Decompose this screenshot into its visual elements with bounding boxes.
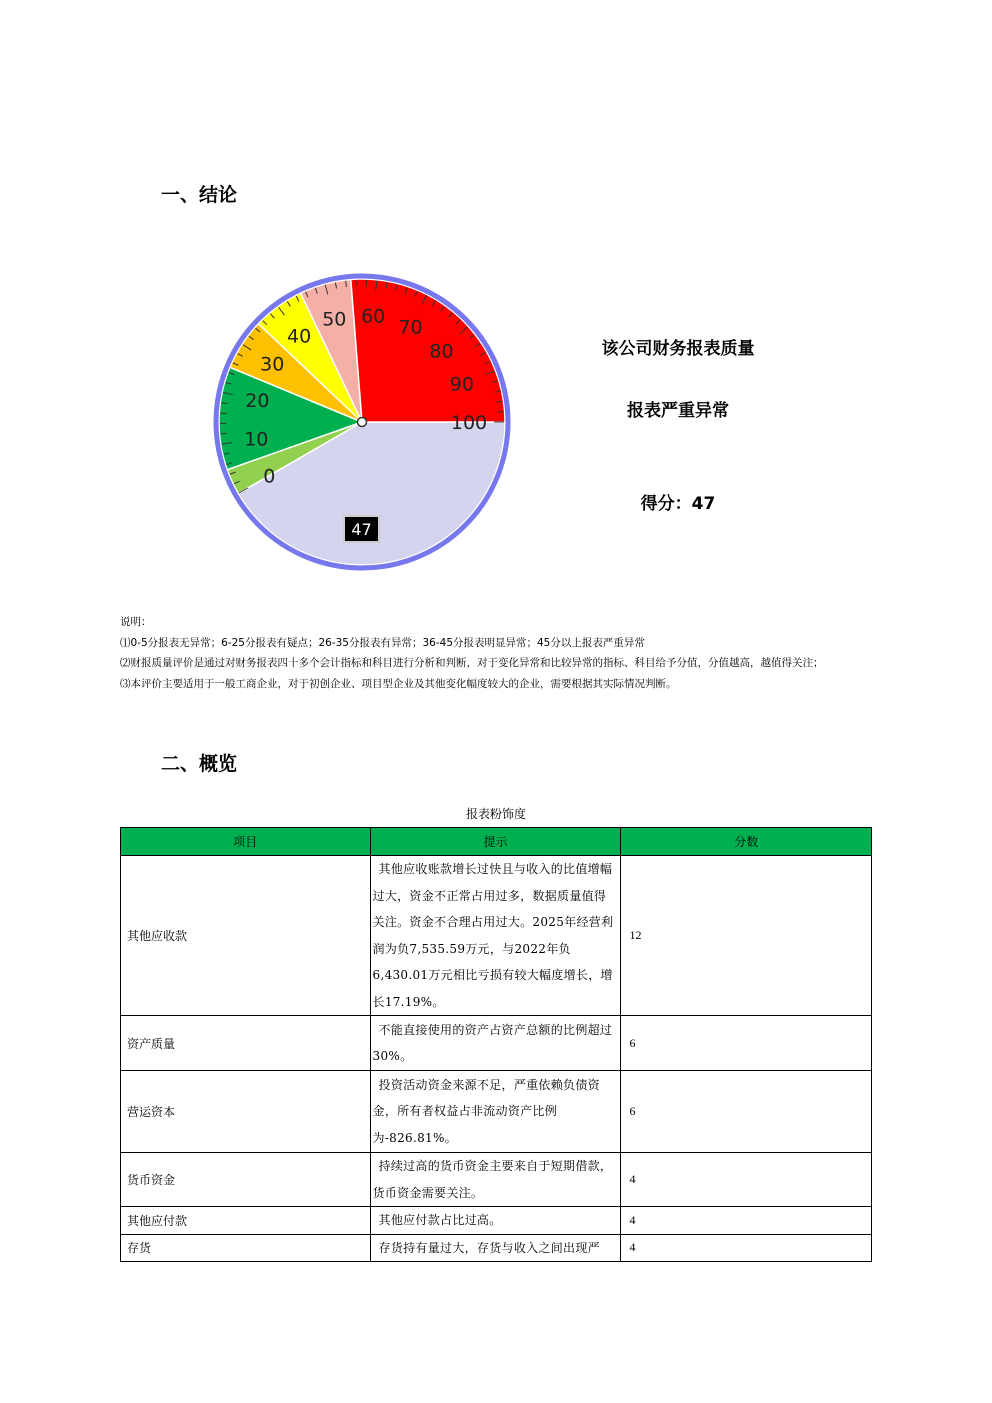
gauge-tick-label: 60 — [361, 305, 386, 328]
row-item: 货币资金 — [121, 1153, 371, 1207]
table-row — [121, 1071, 872, 1153]
table-row — [121, 1234, 872, 1262]
header-item: 项目 — [121, 828, 371, 856]
overview-table — [120, 827, 872, 1262]
row-item: 其他应付款 — [121, 1207, 371, 1235]
quality-verdict: 报表严重异常 — [627, 401, 729, 421]
row-score: 4 — [621, 1153, 872, 1207]
row-item: 营运资本 — [121, 1071, 371, 1153]
quality-score: 得分：47 — [640, 494, 716, 514]
row-item: 其他应收款 — [121, 856, 371, 1016]
gauge-value-label: 47 — [351, 520, 372, 539]
row-hint: 不能直接使用的资产占资产总额的比例超过30%。 — [370, 1016, 621, 1071]
row-hint: 其他应收账款增长过快且与收入的比值增幅过大，资金不正常占用过多，数据质量值得关注。资金不合理占用过大。2025年经营利润为负7,535.59万元，与2022年负6,430.01万元相比亏损有较大幅度增长，增长17.19%。 — [370, 856, 621, 1016]
note-item: ⑶本评价主要适用于一般工商企业，对于初创企业、项目型企业及其他变化幅度较大的企业，需要根据其实际情况判断。 — [120, 677, 677, 690]
notes-label: 说明： — [120, 616, 152, 628]
note-item: ⑵财报质量评价是通过对财务报表四十多个会计指标和科目进行分析和判断，对于变化异常和比较异常的指标、科目给予分值，分值越高，越值得关注； — [120, 657, 824, 669]
row-item: 资产质量 — [121, 1016, 371, 1071]
row-hint: 其他应付款占比过高。 — [370, 1207, 621, 1235]
header-score: 分数 — [621, 828, 872, 856]
row-hint: 存货持有量过大，存货与收入之间出现严 — [370, 1234, 621, 1262]
gauge-tick-label: 90 — [449, 373, 474, 396]
quality-title: 该公司财务报表质量 — [601, 339, 755, 359]
gauge-tick-label: 100 — [450, 412, 488, 434]
notes — [120, 612, 872, 694]
section-heading-conclusion: 一、结论 — [161, 184, 238, 206]
table-row — [121, 1153, 872, 1207]
row-hint: 持续过高的货币资金主要来自于短期借款，货币资金需要关注。 — [370, 1153, 621, 1207]
table-row — [121, 1207, 872, 1235]
gauge-tick-label: 30 — [260, 353, 285, 376]
gauge-tick-label: 40 — [287, 325, 312, 348]
gauge-tick-label: 20 — [245, 389, 270, 412]
gauge-tick — [346, 281, 347, 287]
header-hint: 提示 — [370, 828, 621, 856]
table-row — [121, 856, 872, 1016]
gauge-sector-56-100 — [351, 279, 505, 422]
row-score: 4 — [621, 1207, 872, 1235]
row-score: 6 — [621, 1016, 872, 1071]
row-score: 6 — [621, 1071, 872, 1153]
row-score: 4 — [621, 1234, 872, 1262]
note-item: ⑴0-5分报表无异常；6-25分报表有疑点；26-35分报表有异常；36-45分报表明显异常；45分以上报表严重异常 — [120, 636, 645, 649]
row-item: 存货 — [121, 1234, 371, 1262]
gauge-tick-label: 10 — [244, 428, 269, 451]
gauge-tick-label: 70 — [398, 316, 423, 339]
score-gauge — [210, 266, 514, 576]
gauge-tick-label: 50 — [322, 308, 347, 331]
row-score: 12 — [621, 856, 872, 1016]
table-header-row — [121, 828, 872, 856]
gauge-tick-label: 80 — [429, 340, 454, 363]
gauge-tick-label: 0 — [263, 465, 276, 488]
table-row — [121, 1016, 872, 1071]
gauge-value-box — [344, 516, 379, 542]
gauge-hub — [358, 418, 367, 427]
gauge-tick — [220, 433, 226, 434]
table-caption: 报表粉饰度 — [465, 807, 526, 821]
section-heading-overview: 二、概览 — [161, 753, 238, 775]
row-hint: 投资活动资金来源不足，严重依赖负债资金，所有者权益占非流动资产比例为-826.81%。 — [370, 1071, 621, 1153]
